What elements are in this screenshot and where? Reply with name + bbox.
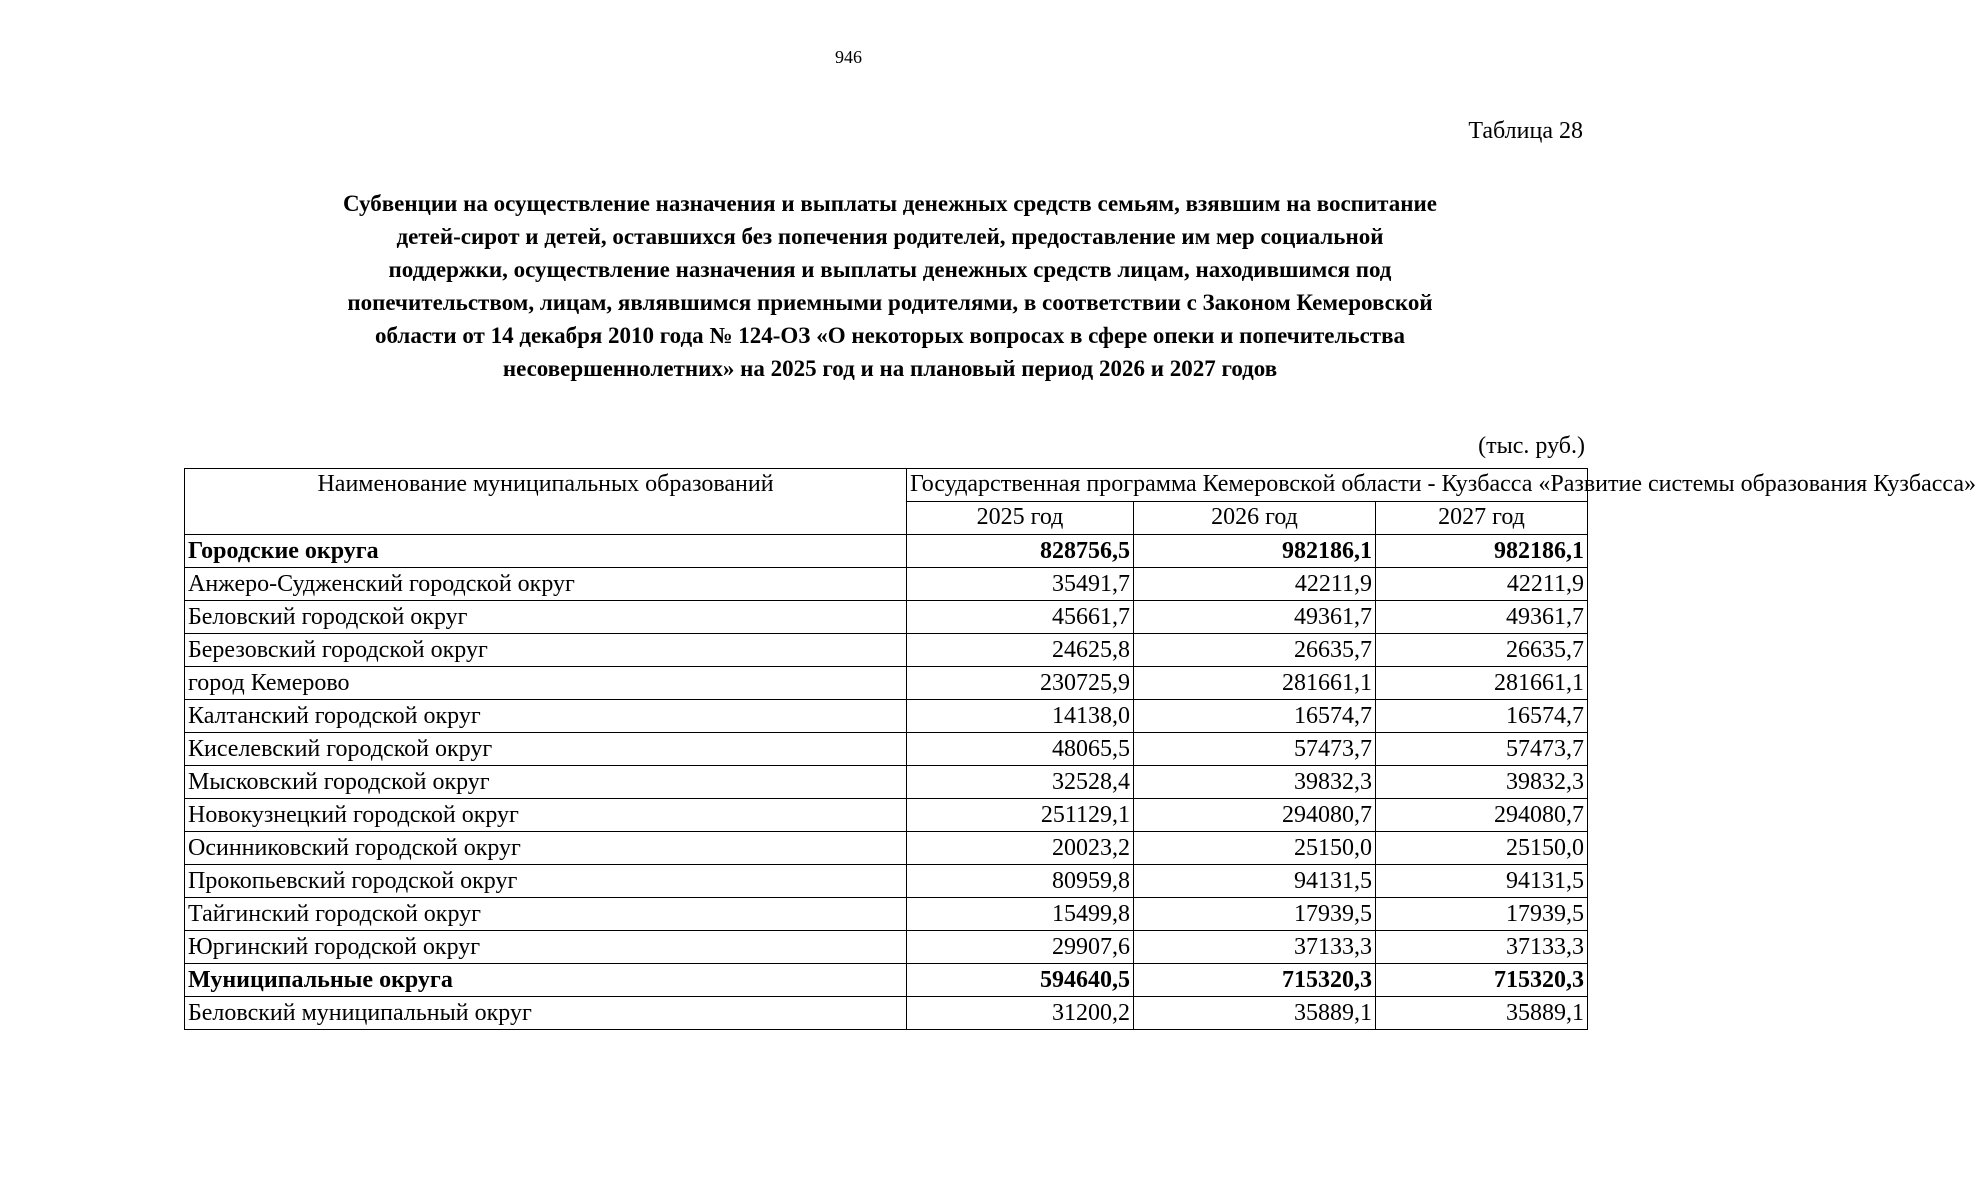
value-2027-cell: 39832,3 (1376, 766, 1588, 799)
value-2025-cell: 251129,1 (907, 799, 1134, 832)
municipality-name-cell: Беловский муниципальный округ (185, 997, 907, 1030)
value-2025-cell: 230725,9 (907, 667, 1134, 700)
value-2027-cell: 26635,7 (1376, 634, 1588, 667)
table-row (185, 865, 1588, 898)
header-year-2026: 2026 год (1134, 502, 1376, 535)
municipality-name-cell: Прокопьевский городской округ (185, 865, 907, 898)
page-number: 946 (835, 47, 862, 67)
table-row (185, 799, 1588, 832)
value-2025-cell: 29907,6 (907, 931, 1134, 964)
value-2027-cell: 281661,1 (1376, 667, 1588, 700)
table-body (185, 535, 1588, 1030)
units-label: (тыс. руб.) (1478, 433, 1585, 459)
table-row (185, 997, 1588, 1030)
municipality-name-cell: Мысковский городской округ (185, 766, 907, 799)
municipality-name-cell: Киселевский городской округ (185, 733, 907, 766)
table-row (185, 898, 1588, 931)
value-2027-cell: 42211,9 (1376, 568, 1588, 601)
municipality-name-cell: Юргинский городской округ (185, 931, 907, 964)
value-2027-cell: 49361,7 (1376, 601, 1588, 634)
municipality-name-cell: Березовский городской округ (185, 634, 907, 667)
title-line: поддержки, осуществление назначения и выплаты денежных средств лицам, находившимся под (388, 257, 1392, 282)
value-2025-cell: 24625,8 (907, 634, 1134, 667)
header-year-2027: 2027 год (1376, 502, 1588, 535)
value-2025-cell: 828756,5 (907, 535, 1134, 568)
value-2027-cell: 35889,1 (1376, 997, 1588, 1030)
value-2025-cell: 594640,5 (907, 964, 1134, 997)
value-2027-cell: 37133,3 (1376, 931, 1588, 964)
header-state-program: Государственная программа Кемеровской области - Кузбасса «Развитие системы образования Кузбасса» (907, 469, 1588, 502)
value-2027-cell: 94131,5 (1376, 865, 1588, 898)
value-2026-cell: 17939,5 (1134, 898, 1376, 931)
header-municipality-name: Наименование муниципальных образований (185, 469, 907, 535)
title-line: Субвенции на осуществление назначения и выплаты денежных средств семьям, взявшим на воспитание (343, 191, 1437, 216)
table-row (185, 733, 1588, 766)
value-2026-cell: 982186,1 (1134, 535, 1376, 568)
value-2025-cell: 80959,8 (907, 865, 1134, 898)
value-2027-cell: 715320,3 (1376, 964, 1588, 997)
value-2025-cell: 45661,7 (907, 601, 1134, 634)
title-line: несовершеннолетних» на 2025 год и на плановый период 2026 и 2027 годов (502, 356, 1278, 381)
title-line: области от 14 декабря 2010 года № 124-ОЗ «О некоторых вопросах в сфере опеки и попечительства (374, 323, 1406, 348)
value-2025-cell: 20023,2 (907, 832, 1134, 865)
table-row (185, 832, 1588, 865)
table-row (185, 700, 1588, 733)
value-2026-cell: 57473,7 (1134, 733, 1376, 766)
value-2025-cell: 15499,8 (907, 898, 1134, 931)
title-line: попечительством, лицам, являвшимся приемными родителями, в соответствии с Законом Кемеровской (347, 290, 1433, 315)
municipality-name-cell: Муниципальные округа (185, 964, 907, 997)
value-2027-cell: 982186,1 (1376, 535, 1588, 568)
table-label: Таблица 28 (1468, 118, 1583, 144)
value-2027-cell: 294080,7 (1376, 799, 1588, 832)
document-title (230, 187, 1550, 385)
value-2026-cell: 281661,1 (1134, 667, 1376, 700)
value-2027-cell: 25150,0 (1376, 832, 1588, 865)
value-2026-cell: 294080,7 (1134, 799, 1376, 832)
municipality-name-cell: город Кемерово (185, 667, 907, 700)
value-2027-cell: 57473,7 (1376, 733, 1588, 766)
municipality-name-cell: Беловский городской округ (185, 601, 907, 634)
value-2026-cell: 715320,3 (1134, 964, 1376, 997)
value-2025-cell: 31200,2 (907, 997, 1134, 1030)
header-year-2025: 2025 год (907, 502, 1134, 535)
value-2026-cell: 42211,9 (1134, 568, 1376, 601)
municipality-name-cell: Новокузнецкий городской округ (185, 799, 907, 832)
municipality-name-cell: Анжеро-Судженский городской округ (185, 568, 907, 601)
table-row (185, 568, 1588, 601)
table-row (185, 634, 1588, 667)
municipality-name-cell: Калтанский городской округ (185, 700, 907, 733)
value-2025-cell: 14138,0 (907, 700, 1134, 733)
value-2026-cell: 26635,7 (1134, 634, 1376, 667)
table-row (185, 601, 1588, 634)
value-2026-cell: 94131,5 (1134, 865, 1376, 898)
value-2027-cell: 17939,5 (1376, 898, 1588, 931)
subventions-table (184, 468, 1976, 1030)
value-2026-cell: 35889,1 (1134, 997, 1376, 1030)
municipality-name-cell: Осинниковский городской округ (185, 832, 907, 865)
title-line: детей-сирот и детей, оставшихся без попечения родителей, предоставление им мер социальной (396, 224, 1384, 249)
value-2026-cell: 16574,7 (1134, 700, 1376, 733)
value-2027-cell: 16574,7 (1376, 700, 1588, 733)
value-2026-cell: 37133,3 (1134, 931, 1376, 964)
value-2025-cell: 35491,7 (907, 568, 1134, 601)
municipality-name-cell: Тайгинский городской округ (185, 898, 907, 931)
value-2026-cell: 39832,3 (1134, 766, 1376, 799)
table-row-total (185, 535, 1588, 568)
value-2025-cell: 32528,4 (907, 766, 1134, 799)
value-2026-cell: 49361,7 (1134, 601, 1376, 634)
municipality-name-cell: Городские округа (185, 535, 907, 568)
value-2026-cell: 25150,0 (1134, 832, 1376, 865)
table-row (185, 766, 1588, 799)
value-2025-cell: 48065,5 (907, 733, 1134, 766)
table-row-total (185, 964, 1588, 997)
table-row (185, 931, 1588, 964)
table-row (185, 667, 1588, 700)
